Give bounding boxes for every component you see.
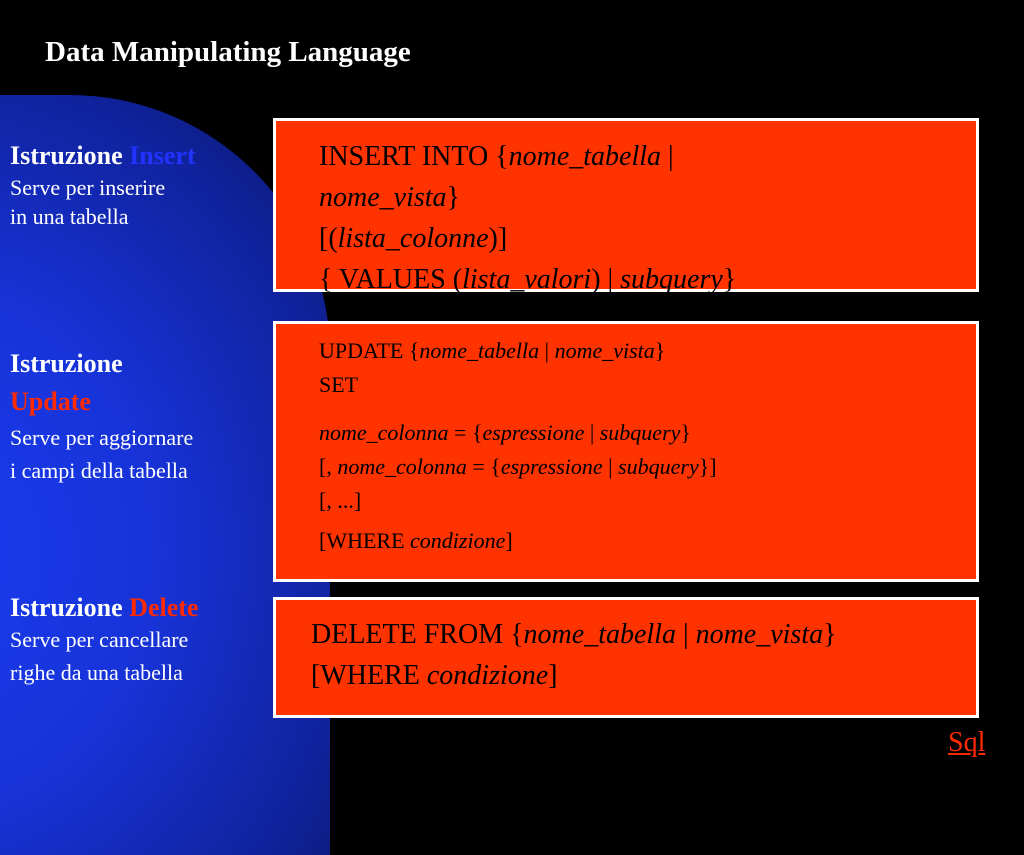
delete-desc-line2: righe da una tabella — [10, 660, 183, 685]
insert-code-line2 — [319, 177, 736, 218]
delete-syntax-code — [311, 614, 837, 696]
code-text: [, — [319, 454, 338, 479]
code-text: ) | — [591, 264, 621, 295]
code-italic: nome_vista — [554, 338, 655, 363]
code-text: DELETE FROM { — [311, 619, 524, 650]
update-heading-text: Istruzione — [10, 349, 123, 378]
insert-desc-line1: Serve per inserire — [10, 175, 166, 200]
insert-description — [10, 171, 196, 233]
code-italic: espressione — [500, 454, 603, 479]
update-code-line1 — [319, 334, 717, 368]
insert-heading-text: Istruzione — [10, 141, 123, 170]
update-heading — [10, 345, 193, 421]
update-syntax-box — [273, 321, 979, 582]
update-desc-line1: Serve per aggiornare — [10, 425, 194, 450]
delete-desc-line1: Serve per cancellare — [10, 627, 189, 652]
code-italic: lista_colonne — [337, 223, 489, 254]
code-text: } — [446, 182, 460, 213]
insert-syntax-box — [273, 118, 979, 295]
delete-syntax-box — [273, 597, 979, 718]
code-text: | — [602, 454, 619, 479]
insert-syntax-code — [319, 136, 736, 300]
code-italic: subquery — [599, 420, 681, 445]
code-italic: nome_tabella — [508, 141, 662, 172]
code-text: } — [680, 420, 691, 445]
delete-code-line2 — [311, 655, 837, 696]
delete-description — [10, 623, 198, 689]
code-text: )] — [488, 223, 508, 254]
delete-keyword: Delete — [129, 593, 199, 622]
code-text: } — [654, 338, 666, 363]
code-text: UPDATE { — [319, 338, 420, 363]
code-text: | — [584, 420, 600, 445]
code-italic: subquery — [620, 264, 723, 295]
insert-label — [10, 140, 196, 233]
update-syntax-code — [319, 334, 717, 558]
code-text: } — [823, 619, 837, 650]
code-text: [WHERE — [311, 660, 427, 691]
code-italic: nome_colonna — [319, 420, 449, 445]
insert-code-line3 — [319, 218, 736, 259]
insert-keyword: Insert — [129, 141, 196, 170]
delete-heading-text: Istruzione — [10, 593, 123, 622]
code-text: = { — [466, 454, 501, 479]
code-italic: condizione — [410, 528, 506, 553]
update-code-line4 — [319, 450, 717, 484]
code-text: | — [539, 338, 555, 363]
update-label — [10, 345, 193, 487]
update-code-line6 — [319, 524, 717, 558]
insert-desc-line2: in una tabella — [10, 204, 129, 229]
code-italic: espressione — [482, 420, 585, 445]
delete-code-line1 — [311, 614, 837, 655]
code-italic: nome_vista — [319, 182, 447, 213]
code-text: ] — [548, 660, 558, 691]
code-italic: condizione — [426, 660, 549, 691]
update-code-line3 — [319, 416, 717, 450]
update-code-line5: [, ...] — [319, 488, 362, 513]
code-italic: subquery — [618, 454, 699, 479]
delete-label — [10, 592, 198, 689]
code-text: | — [675, 619, 696, 650]
sql-link[interactable]: Sql — [948, 727, 986, 758]
insert-code-line4 — [319, 259, 736, 300]
code-italic: nome_tabella — [523, 619, 676, 650]
update-description — [10, 421, 193, 487]
insert-code-line1 — [319, 136, 736, 177]
delete-heading — [10, 592, 198, 623]
code-italic: lista_valori — [462, 264, 592, 295]
update-code-line2: SET — [319, 372, 359, 397]
code-text: [( — [319, 223, 338, 254]
update-keyword: Update — [10, 387, 91, 416]
code-italic: nome_colonna — [337, 454, 467, 479]
code-text: }] — [698, 454, 717, 479]
code-text: { VALUES ( — [319, 264, 463, 295]
code-text: | — [661, 141, 674, 172]
code-italic: nome_tabella — [419, 338, 540, 363]
code-text: } — [722, 264, 737, 295]
code-italic: nome_vista — [695, 619, 824, 650]
code-text: INSERT INTO { — [319, 141, 509, 172]
slide-title: Data Manipulating Language — [45, 36, 411, 68]
code-text: ] — [505, 528, 513, 553]
code-text: [WHERE — [319, 528, 411, 553]
code-text: = { — [448, 420, 483, 445]
update-desc-line2: i campi della tabella — [10, 458, 188, 483]
insert-heading — [10, 140, 196, 171]
